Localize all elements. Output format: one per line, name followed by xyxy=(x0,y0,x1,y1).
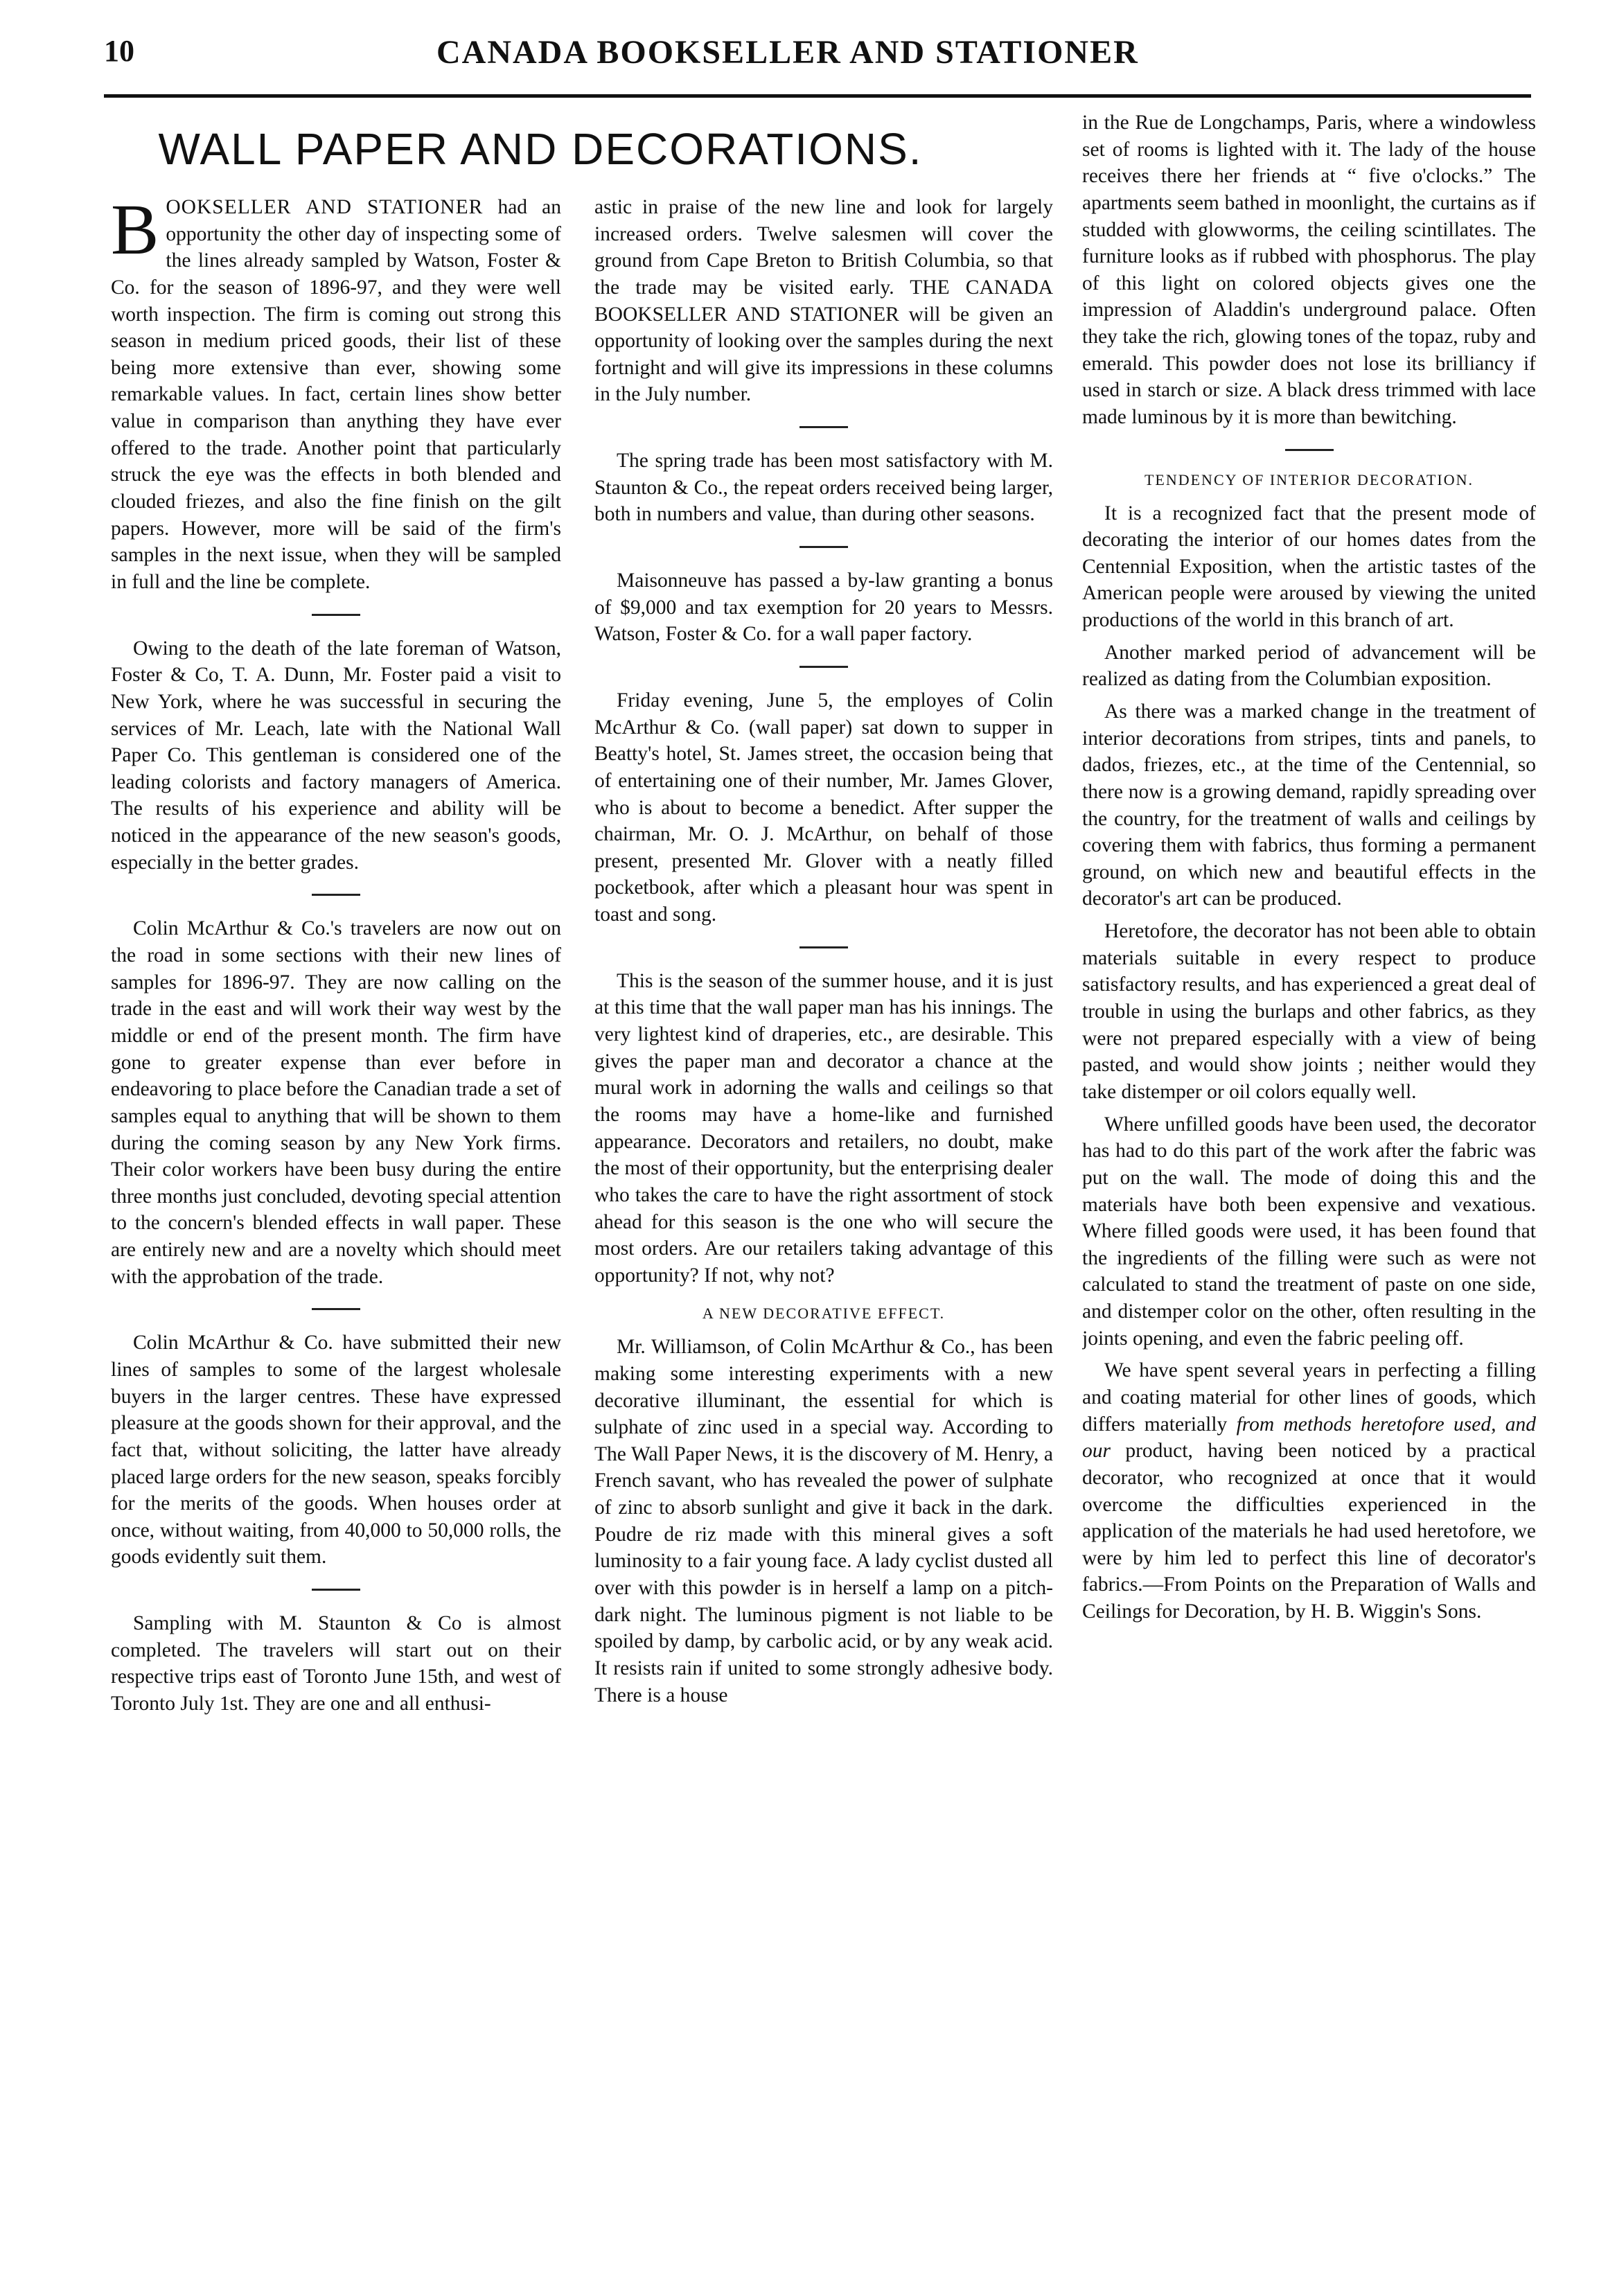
paragraph xyxy=(1082,1357,1536,1625)
paragraph: Where unfilled goods have been used, the decorator has had to do this part of the work after the fabric was put on the wall. The mode of doing this and the materials have both been expensive and vexatious. Where filled goods were used, it has been found that the ingredients of the filling were such as were not calculated to stand the treatment of paste on one side, and distemper color on the other, often resulting in the joints opening, and even the fabric peeling off. xyxy=(1082,1113,1536,1350)
paragraph xyxy=(111,194,561,596)
section-divider xyxy=(1285,449,1334,451)
italic-text: from methods heretofore used, and our xyxy=(1082,1413,1536,1463)
section-divider xyxy=(799,946,848,948)
article-title: WALL PAPER AND DECORATIONS. xyxy=(158,124,923,174)
paragraph: astic in praise of the new line and look for largely increased orders. Twelve salesmen will cover the ground from Cape Breton to British Columbia, so that the trade may be visited early. THE CANADA BOOKSELLER AND STATIONER will be given an opportunity of looking over the samples during the next fortnight and will give its impressions in these columns in the July number. xyxy=(594,196,1053,406)
drop-cap: B xyxy=(111,194,159,270)
paragraph: Another marked period of advancement will be realized as dating from the Columbian exposition. xyxy=(1082,641,1536,691)
paragraph: Sampling with M. Staunton & Co is almost completed. The travelers will start out on their respective trips east of Toronto June 15th, and west of Toronto July 1st. They are one and all enthusi- xyxy=(111,1612,561,1715)
paragraph: Colin McArthur & Co.'s travelers are now out on the road in some sections with their new lines of samples for 1896-97. They are now calling on the trade in the east and will work their way west by the middle or end of the present month. The firm have gone to greater expense than ever before in endeavoring to place before the Canadian trade a set of samples equal to anything that will be shown to them during the coming season by any New York firms. Their color workers have been busy during the entire three months just concluded, devoting special attention to the concern's blended effects in wall paper. These are entirely new and are a novelty which should meet with the approbation of the trade. xyxy=(111,917,561,1288)
section-divider xyxy=(312,1308,360,1310)
paragraph: As there was a marked change in the treatment of interior decorations from stripes, tints and panels, to dados, friezes, etc., at the time of the Centennial, so there now is a growing demand, rapidly spreading over the country, for the treatment of walls and ceilings by covering them with fabrics, thus forming a permanent ground, on which new and beautiful effects in the decorator's art can be produced. xyxy=(1082,700,1536,910)
paragraph: Colin McArthur & Co. have submitted their new lines of samples to some of the largest wholesale buyers in the larger centres. These have expressed pleasure at the goods shown for their approval, and the fact that, without soliciting, the latter have already placed large orders for the new season, speaks forcibly for the merits of the goods. When houses order at once, without waiting, from 40,000 to 50,000 rolls, the goods evidently suit them. xyxy=(111,1332,561,1569)
section-divider xyxy=(312,614,360,616)
page-number: 10 xyxy=(104,34,134,68)
section-heading: TENDENCY OF INTERIOR DECORATION. xyxy=(1144,470,1474,488)
paragraph: Heretofore, the decorator has not been able to obtain materials suitable in every respect to produce satisfactory results, and has experienced a great deal of trouble in using the burlaps and other fabrics, as they were not prepared especially with a view of being pasted, and would show joints ; neither would they take distemper or oil colors equally well. xyxy=(1082,920,1536,1103)
paragraph: Friday evening, June 5, the employes of Colin McArthur & Co. (wall paper) sat down to supper in Beatty's hotel, St. James street, the occasion being that of entertaining one of their number, Mr. James Glover, who is about to become a benedict. After supper the chairman, Mr. O. J. McArthur, on behalf of those present, presented Mr. Glover with a neatly filled pocketbook, after which a pleasant hour was spent in toast and song. xyxy=(594,689,1053,926)
column-3 xyxy=(1082,109,1536,2188)
paragraph-text: product, having been noticed by a practical decorator, who recognized at once that it would overcome the difficulties experienced in the application of the materials he had used heretofore, we were by him led to perfect this line of decorator's fabrics.—From Points on the Preparation of Walls and Ceilings for Decoration, by H. B. Wiggin's Sons. xyxy=(1082,1440,1536,1623)
section-divider xyxy=(799,426,848,428)
section-divider xyxy=(799,546,848,548)
lead-in: OOKSELLER AND STATIONER xyxy=(166,196,484,218)
paragraph-text: We have spent several years in perfecting a filling and coating material for other lines of goods, which differs materially xyxy=(1082,1359,1536,1436)
paragraph: in the Rue de Longchamps, Paris, where a windowless set of rooms is lighted with it. The lady of the house receives there her friends at “ five o'clocks.” The apartments seem bathed in moonlight, the curtains as if studded with glowworms, the ceiling scintillates. The furniture looks as if rubbed with phosphorus. The play of this light on colored objects gives one the impression of Aladdin's underground palace. Often they take the rich, glowing tones of the topaz, ruby and emerald. This powder does not lose its brilliancy if used in starch or size. A black dress trimmed with lace made luminous by it is more than bewitching. xyxy=(1082,112,1536,429)
section-divider xyxy=(312,894,360,896)
section-divider xyxy=(799,666,848,668)
paragraph: It is a recognized fact that the present mode of decorating the interior of our homes dates from the Centennial Exposition, when the artistic tastes of the American people were aroused by viewing the united productions of the world in this branch of art. xyxy=(1082,502,1536,632)
column-1 xyxy=(111,194,561,2169)
paragraph: Owing to the death of the late foreman of Watson, Foster & Co, T. A. Dunn, Mr. Foster paid a visit to New York, where he was successful in securing the services of Mr. Leach, late with the National Wall Paper Co. This gentleman is considered one of the leading colorists and factory managers of America. The results of his experience and ability will be noticed in the appearance of the new season's goods, especially in the better grades. xyxy=(111,637,561,874)
section-heading: A NEW DECORATIVE EFFECT. xyxy=(702,1305,946,1323)
paragraph: Maisonneuve has passed a by-law granting a bonus of $9,000 and tax exemption for 20 years to Messrs. Watson, Foster & Co. for a wall paper factory. xyxy=(594,569,1053,646)
running-title: CANADA BOOKSELLER AND STATIONER xyxy=(436,34,1139,71)
section-divider xyxy=(312,1589,360,1591)
column-2 xyxy=(594,194,1053,2169)
header-rule xyxy=(104,94,1531,98)
paragraph: This is the season of the summer house, and it is just at this time that the wall paper man has his innings. The very lightest kind of draperies, etc., are desirable. This gives the paper man and decorator a chance at the mural work in adorning the walls and ceilings so that the rooms may have a home-like and furnished appearance. Decorators and retailers, no doubt, make the most of their opportunity, but the enterprising dealer who takes the care to have the right assortment of stock ahead for this season is the one who will secure the most orders. Are our retailers taking advantage of this opportunity? If not, why not? xyxy=(594,969,1053,1287)
page-header xyxy=(104,33,1531,89)
paragraph: The spring trade has been most satisfactory with M. Staunton & Co., the repeat orders received being larger, both in numbers and value, than during other seasons. xyxy=(594,450,1053,526)
paragraph-text: had an opportunity the other day of inspecting some of the lines already sampled by Watson, Foster & Co. for the season of 1896-97, and they were well worth inspection. The firm is coming out strong this season in medium priced goods, their list of these being more extensive than ever, showing some remarkable values. In fact, certain lines show better value in comparison than anything they have ever offered to the trade. Another point that particularly struck the eye was the effects in both blended and clouded friezes, and also the fine finish on the gilt papers. However, more will be said of the firm's samples in the next issue, when they will be sampled in full and the line be complete. xyxy=(111,196,561,593)
paragraph: Mr. Williamson, of Colin McArthur & Co., has been making some interesting experiments with a new decorative illuminant, the essential for which is sulphate of zinc used in a special way. According to The Wall Paper News, it is the discovery of M. Henry, a French savant, who has revealed the power of sulphate of zinc to absorb sunlight and give it back in the dark. Poudre de riz made with this mineral gives a soft luminosity to a fair young face. A lady cyclist dusted all over with this powder is in herself a lamp on a pitch-dark night. The luminous pigment is not liable to be spoiled by damp, by carbolic acid, or by any weak acid. It resists rain if united to some strongly adhesive body. There is a house xyxy=(594,1336,1053,1706)
